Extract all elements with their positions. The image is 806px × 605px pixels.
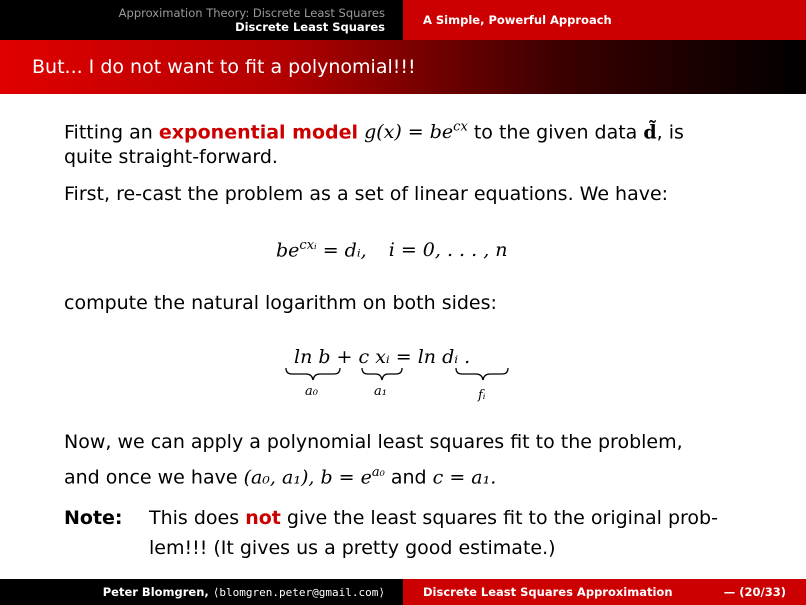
underbraces [280, 366, 520, 386]
footer-bar [0, 579, 806, 605]
b-equation: b = e [320, 466, 372, 489]
footer-title-block [403, 579, 806, 605]
header-section-nav[interactable] [0, 0, 403, 40]
footer-email: ⟨blomgren.peter@gmail.com⟩ [212, 585, 385, 599]
note-line-2: lem!!! (It gives us a pretty good estimate.) [149, 537, 556, 559]
frame-title: But... I do not want to fit a polynomial!!! [0, 40, 806, 94]
paragraph-2: First, re-cast the problem as a set of linear equations. We have: [64, 183, 669, 205]
eq1-range: i = 0, . . . , n [388, 239, 508, 262]
brace-label-f: fᵢ [478, 388, 486, 403]
p1-middle: to the given data [467, 121, 644, 144]
note-line-1 [149, 504, 718, 533]
p1-emphasis: exponential model [158, 121, 359, 144]
underbrace-a0 [286, 368, 340, 380]
p1-suffix: , is [656, 121, 684, 144]
model-exponent: cx [453, 120, 468, 135]
note-label: Note: [64, 507, 123, 529]
note-emphasis: not [245, 507, 281, 529]
paragraph-3: compute the natural logarithm on both sides: [64, 292, 497, 314]
underbrace-f [456, 368, 508, 380]
footer-author-block [0, 579, 403, 605]
eq1-lhs: be [276, 239, 300, 262]
header-right-title[interactable]: A Simple, Powerful Approach [403, 0, 806, 40]
footer-page-number: — (20/33) [723, 585, 786, 599]
eq1-exponent: cxᵢ [299, 238, 317, 253]
header-subsection-title[interactable]: Discrete Least Squares [235, 20, 385, 34]
p4-prefix: and once we have [64, 466, 244, 489]
eq1-rhs: = dᵢ, [316, 239, 367, 262]
note-prefix: This does [149, 507, 246, 529]
b-exponent: a₀ [371, 465, 385, 480]
model-formula [364, 121, 468, 143]
brace-label-a1: a₁ [374, 384, 387, 399]
paragraph-1-line-2: quite straight-forward. [64, 146, 278, 168]
model-base: g(x) = be [364, 121, 454, 144]
p4-and: and [384, 466, 433, 489]
underbrace-a1 [362, 368, 402, 380]
header-section-title[interactable]: Approximation Theory: Discrete Least Squares [118, 6, 385, 20]
paragraph-4-line-2 [64, 458, 496, 492]
data-vector: d̃ [643, 121, 657, 144]
c-equation: c = a₁. [432, 466, 497, 489]
brace-label-a0: a₀ [305, 384, 318, 399]
note-suffix: give the least squares fit to the original prob- [280, 507, 718, 529]
equation-2: ln b + c xᵢ = ln dᵢ . [294, 346, 471, 368]
equation-1 [276, 238, 508, 261]
coeff-pair: (a₀, a₁), [243, 466, 315, 489]
header-bar [0, 0, 806, 40]
paragraph-4: Now, we can apply a polynomial least squares fit to the problem, [64, 431, 683, 453]
p1-prefix: Fitting an [64, 121, 159, 144]
footer-author: Peter Blomgren, [102, 585, 209, 599]
footer-title: Discrete Least Squares Approximation [423, 585, 673, 599]
